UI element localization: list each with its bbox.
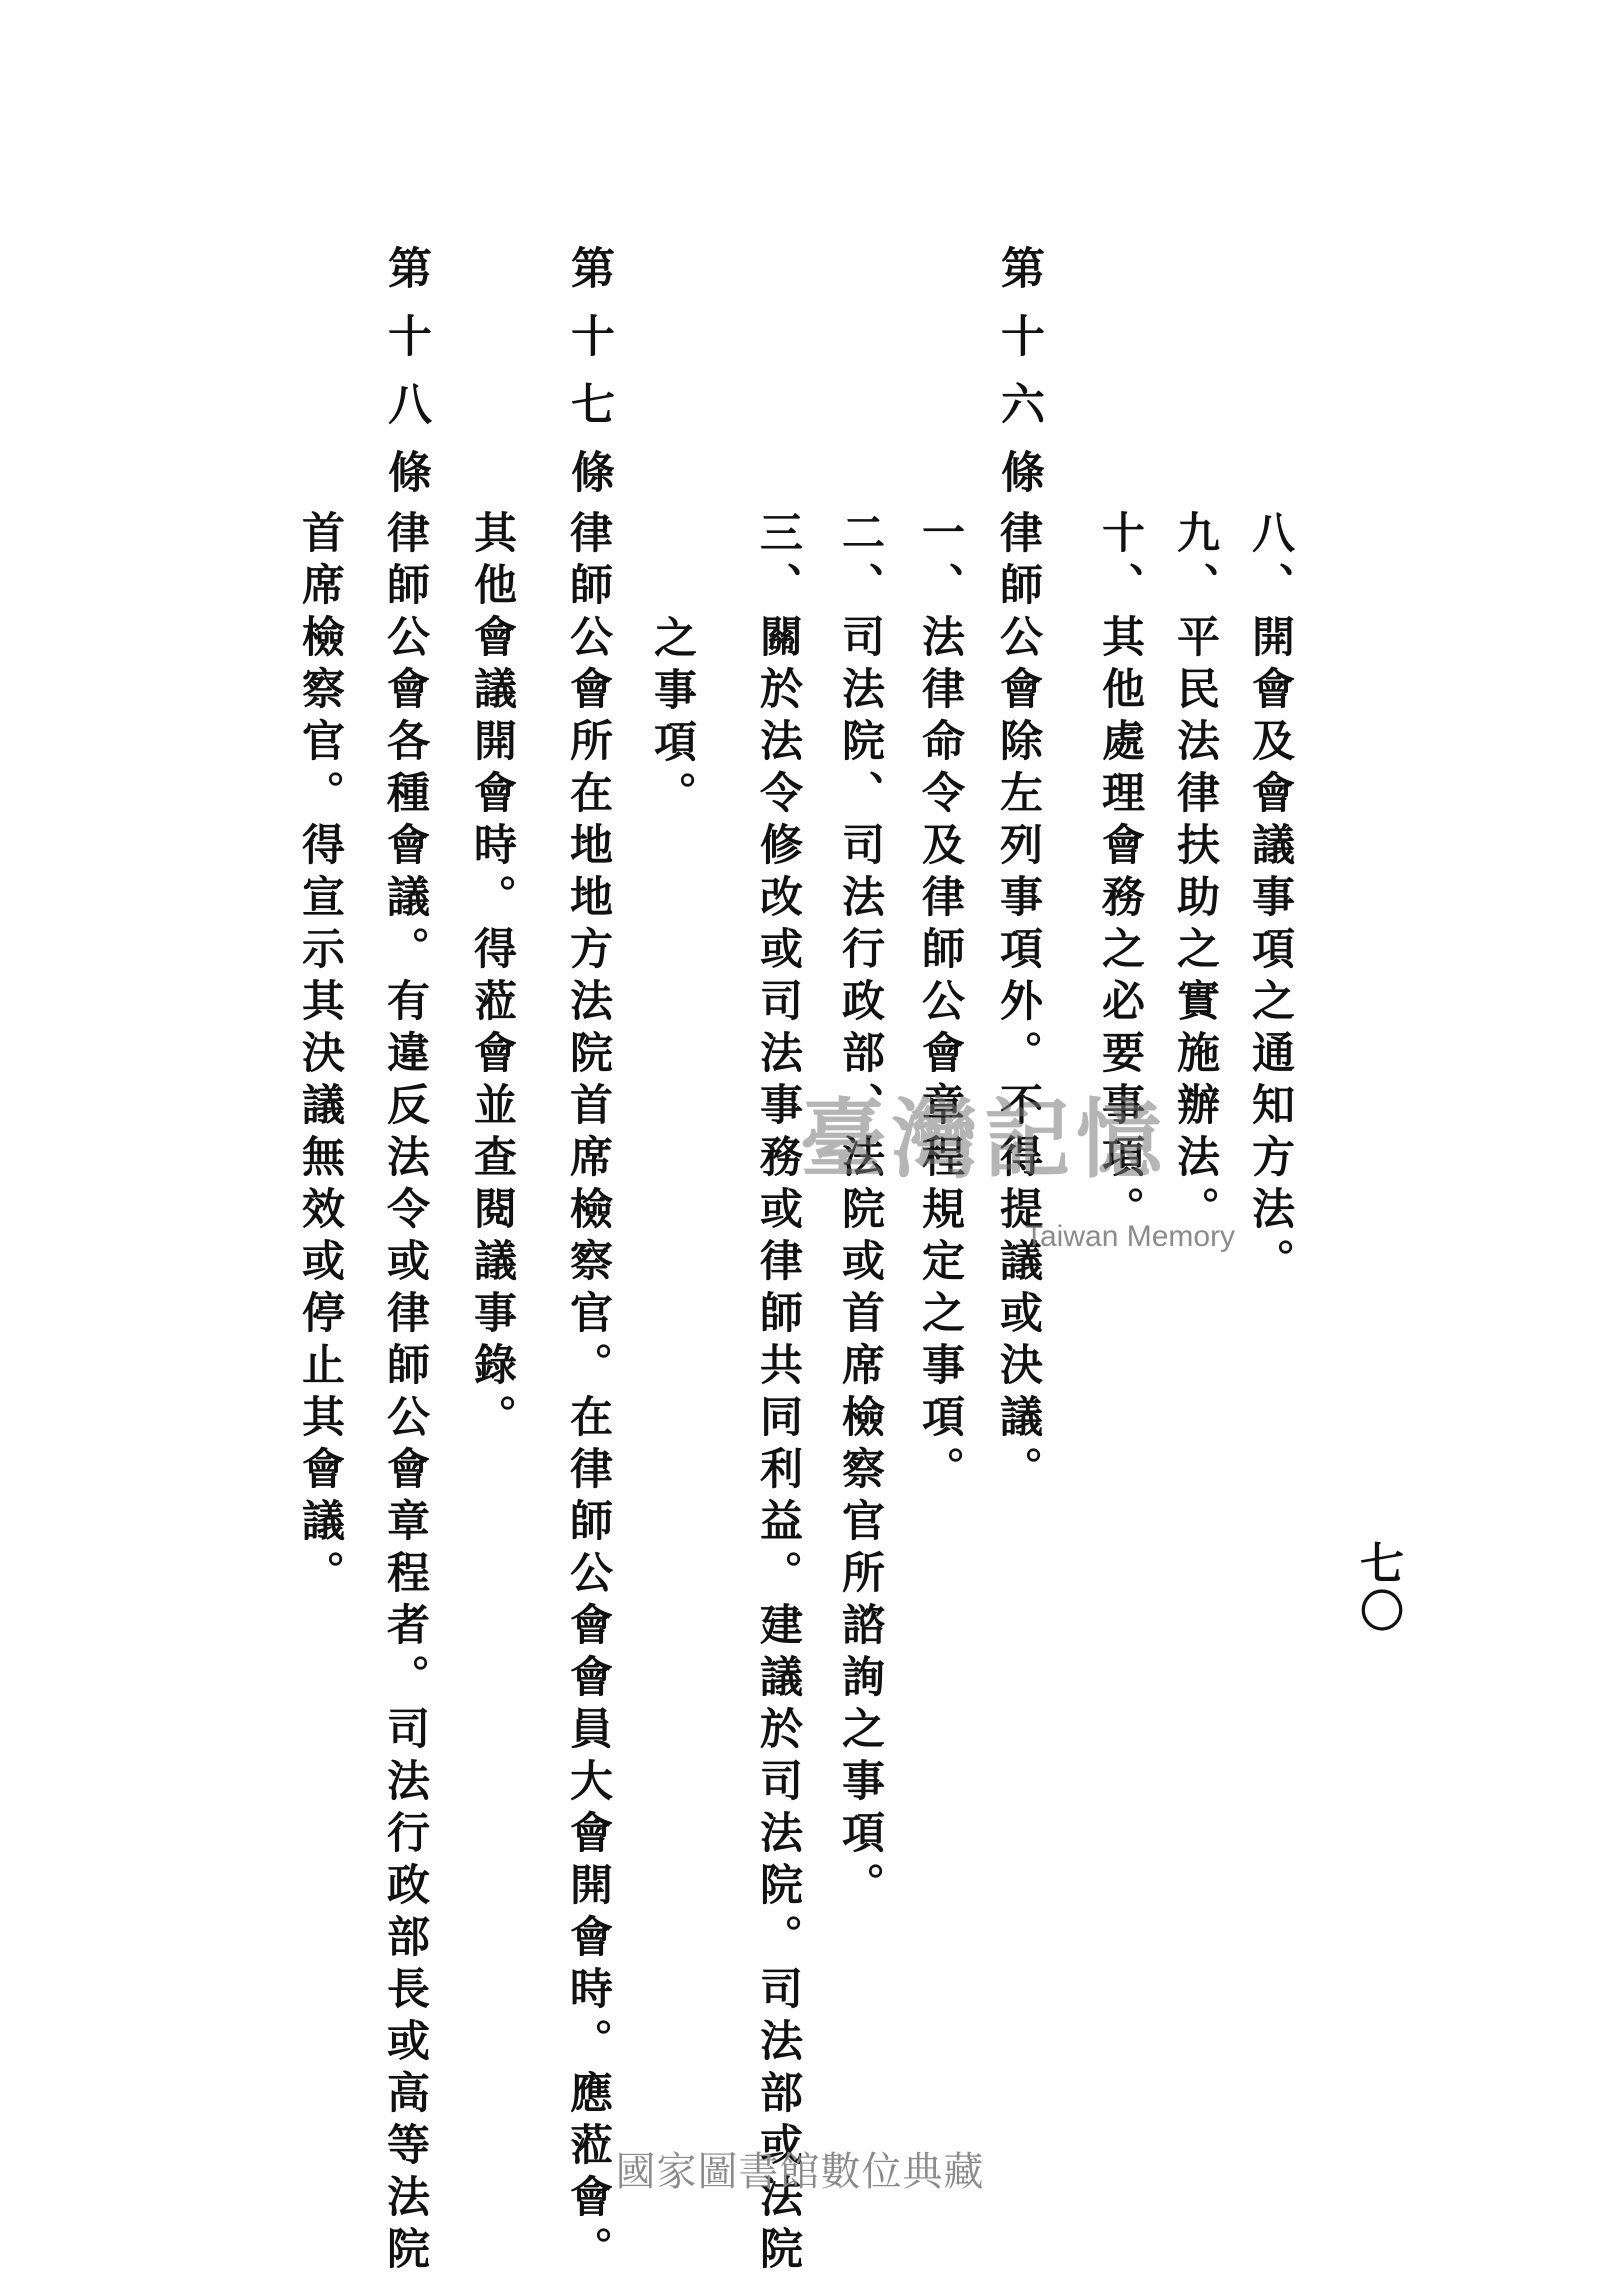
watermark-sub-text: Taiwan Memory	[1025, 1220, 1236, 1253]
footer-collection-label: 國家圖書館數位典藏	[615, 2149, 985, 2195]
article-heading: 第十八條	[380, 245, 431, 517]
article-heading: 第十七條	[563, 245, 614, 517]
text-line: 十、其他處理會務之必要事項。	[1095, 510, 1145, 1238]
article-heading: 第十六條	[993, 245, 1044, 517]
text-line: 一、法律命令及律師公會章程規定之事項。	[915, 510, 965, 1498]
text-line: 律師公會所在地地方法院首席檢察官。在律師公會會員大會開會時。應蒞會。	[563, 510, 613, 2278]
text-line: 九、平民法律扶助之實施辦法。	[1170, 510, 1220, 1238]
text-line: 其他會議開會時。得蒞會並查閱議事錄。	[467, 510, 517, 1446]
watermark-main-text: 臺灣記憶	[800, 1090, 1168, 1190]
text-line: 三、關於法令修改或司法事務或律師共同利益。建議於司法院。司法部或法院	[753, 510, 803, 2278]
text-line: 律師公會除左列事項外。不得提議或決議。	[993, 510, 1043, 1498]
text-line: 律師公會各種會議。有違反法令或律師公會章程者。司法行政部長或高等法院	[380, 510, 430, 2278]
text-line: 八、開會及會議事項之通知方法。	[1245, 510, 1295, 1290]
page-number: 七〇	[1352, 1540, 1403, 1636]
text-line: 二、司法院、司法行政部、法院或首席檢察官所諮詢之事項。	[835, 510, 885, 1914]
text-line: 之事項。	[647, 615, 697, 823]
text-line: 首席檢察官。得宣示其決議無效或停止其會議。	[295, 510, 345, 1602]
